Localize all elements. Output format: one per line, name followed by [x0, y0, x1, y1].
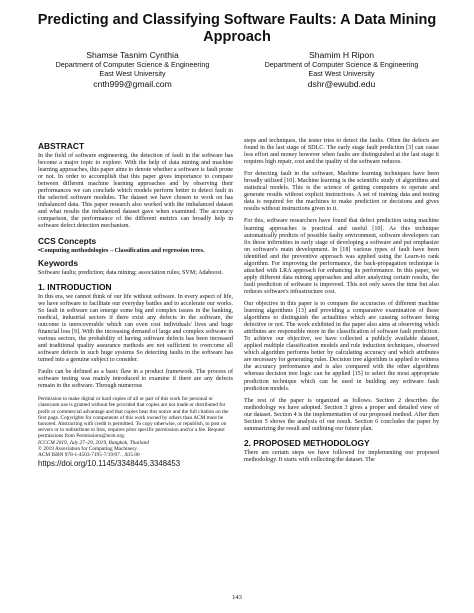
conference-line: ICCCM 2019, July 27–29, 2019, Bangkok, Thailand	[38, 439, 149, 446]
introduction-heading: 1. INTRODUCTION	[38, 281, 112, 292]
methodology-heading: 2. PROPOSED METHODOLOGY	[244, 437, 370, 448]
body-paragraph: For detecting fault in the software, Machine learning techniques have been broadly utilized [10]. Machine learning is the scientific study of algorithms and statistical models. This is the science of getting computers to operate and generate results without explicit instructions. A set of training data and testing data is required for the machines to make prediction or decisions and gives results without instructions given to it.	[244, 171, 439, 213]
body-paragraph: For this, software researchers have found that defect prediction using machine learning approaches is practical and useful [10]. As this technique automatically predicts of possible faulty environment, software developers can fix those infirmities in early stage of developing a software and put emphasize on software's main development. In [18] various types of fault have been identified and the preventive approach was applied using the Learn-to rank algorithm. For improving the performance, the back-propagation technique is attached with LRA approach for enhancing its performance. In this paper, we apply different data mining approaches and after analyzing certain results, the fault prediction of software is improved. This not only saves the time but also reduces software's infrastructure cost.	[244, 218, 439, 295]
right-column	[244, 138, 439, 469]
author-univ: East West University	[99, 69, 166, 79]
author-2	[239, 50, 444, 89]
copyright-line: © 2019 Association for Computing Machinery.	[38, 445, 138, 452]
paper-title: Predicting and Classifying Software Faults: A Data Mining Approach	[37, 12, 437, 45]
doi-link[interactable]: https://doi.org/10.1145/3348445.3348453	[38, 459, 181, 469]
author-1	[30, 50, 235, 89]
ccs-text: •Computing methodologies→Classification and regression trees.	[38, 247, 205, 254]
body-paragraph: Our objective in this paper is to compare the accuracies of different machine learning algorithms [13] and providing a comparative examination of these algorithms to distinguish the actualities which are causing software being defective or not. The work exhibited in the paper also aims at observing which attributes are responsible more in the classification of software fault prediction. To achieve our objective, we have collected a publicly available dataset, applied multiple classification models and rule induction techniques, observed which algorithm performs better by calculating accuracy and which attributes are necessary for generating rules. Decision tree algorithm is applied to witness the accuracy performance and is also compared with the other algorithms whereas decision tree logic can be applied [15] to select the most appropriate prediction technique which can be used in building any software fault prediction models.	[244, 300, 439, 392]
permission-text: Permission to make digital or hard copies of all or part of this work for personal or classroom use is granted without fee provided that copies are not made or distributed for profit or commercial advantage and that copies bear this notice and the full citation on the first page. Copyrights for components of this work owned by others than ACM must be honored. Abstracting with credit is permitted. To copy otherwise, or republish, to post on servers or to redistribute to lists, requires prior specific permission and/or a fee. Request permissions from Permissions@acm.org.	[38, 396, 229, 440]
permission-notice	[38, 396, 233, 458]
author-block	[30, 50, 444, 89]
author-email: dshr@ewubd.edu	[307, 78, 376, 89]
body-paragraph: steps and techniques, the tester tries to detect the faults. Often the defects are found in the last stage of SDLC. The early stage fault prediction [3] can cause less effort and money however when faults are distinguished at the last stage it requires high repair, cost and the quality of the software reduces.	[244, 138, 439, 166]
author-univ: East West University	[308, 69, 375, 79]
keywords-text: Software faults; prediction; data mining; association rules; SVM; Adaboost.	[38, 269, 223, 276]
abstract-heading: ABSTRACT	[38, 141, 85, 151]
isbn-line: ACM ISBN 978-1-4503-7195-7/19/07…$15.00	[38, 452, 140, 459]
keywords-heading: Keywords	[38, 257, 79, 268]
author-name: Shamim H Ripon	[309, 50, 374, 60]
page-number: 143	[232, 594, 242, 601]
author-dept: Department of Computer Science & Engineering	[55, 60, 210, 69]
introduction-paragraph: Faults can be defined as a basic flaw in a product framework. The process of software testing was mainly introduced to examine if there are any defects remain in the software. Through numerous	[38, 369, 233, 390]
left-column	[38, 138, 233, 468]
introduction-paragraph: In this era, we cannot think of our life without software. In every aspect of life, we have software to facilitate our everyday battles and to accelerate our works. So fault in software can emerge some big and complex issues in the banking, medical, industrial sectors if there exist any defects in the software, the outcome is unrecoverable which can even cost individuals' lives and huge financial loss [9]. With the increasing demand of large and complex software in various sectors, the probability of having software defects has been increased and traditional quality assurance methods are not sufficient to overcome all software defects in such huge systems So detecting faults in the software has turned into a genuine subject to consider.	[38, 293, 233, 364]
body-paragraph: There are certain steps we have followed for implementing our proposed methodology. It starts with collecting the dataset. The	[244, 449, 439, 463]
author-dept: Department of Computer Science & Engineering	[264, 60, 419, 69]
body-paragraph: The rest of the paper is organized as follows. Section 2 describes the methodology we have adopted. Section 3 gives a proper and detailed view of our dataset. Section 4 is the implementation of our proposed method. After then Section 5 shows the analysis of our result. Section 6 concludes the paper by summarizing the result and outlining our future plan.	[244, 397, 439, 432]
author-email: cnth999@gmail.com	[93, 78, 172, 89]
abstract-text: In the field of software engineering, the detection of fault in the software has become a major topic to explore. With the help of data mining and machine learning approaches, this paper aims to denote whether a software is fault prone or not. In order to accomplish that this paper gives importance to compare between different machine learning approaches and by observing their performances we can conclude which models perform better to detect fault in the selected software modules. The dataset we have chosen to work on has imbalanced data. This paper research also worked with the imbalanced dataset and what results the imbalanced dataset gave when examined. The accuracy comparison, the performance of the different metrics can broadly help in software defect detection mechanism.	[38, 153, 233, 230]
ccs-heading: CCS Concepts	[38, 235, 97, 246]
author-name: Shamse Tasnim Cynthia	[86, 50, 179, 60]
